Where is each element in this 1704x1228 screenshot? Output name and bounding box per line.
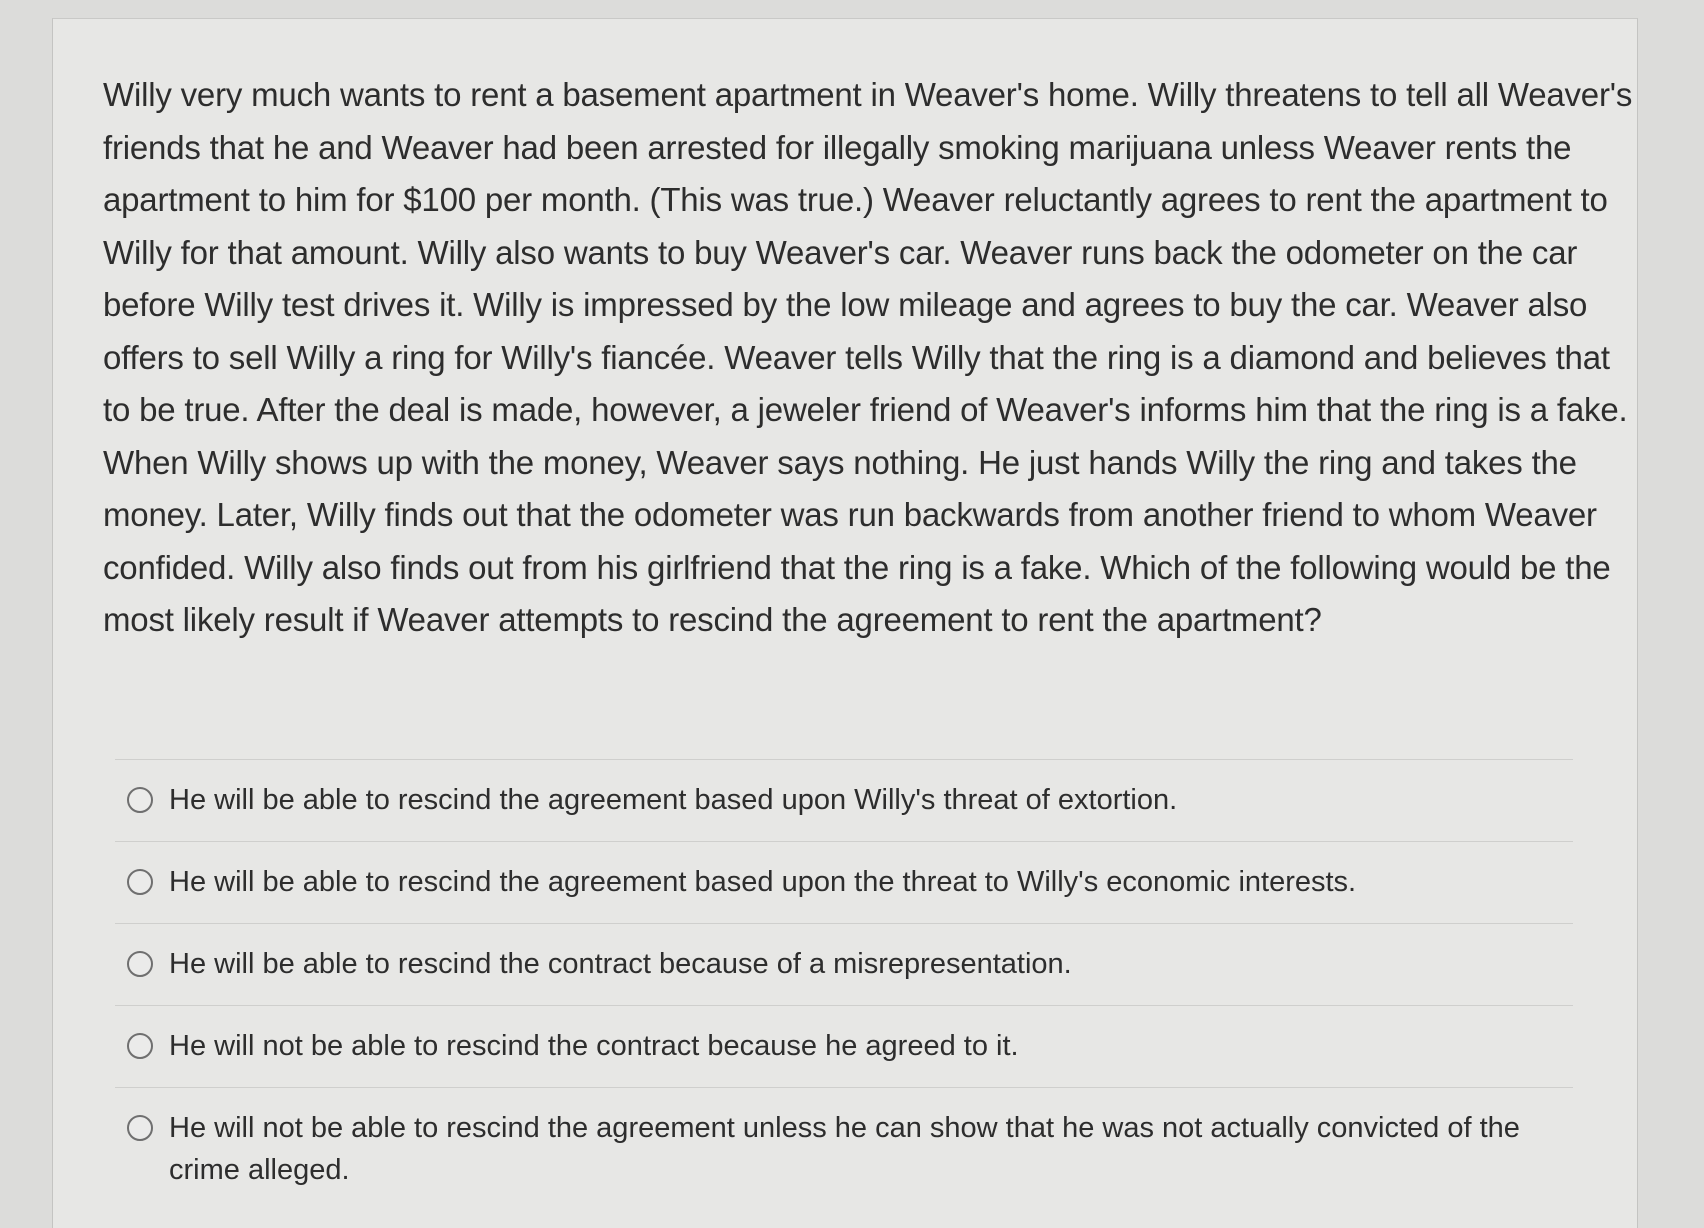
question-text: Willy very much wants to rent a basement apartment in Weaver's home. Willy threatens to tell all Weaver's friends that he and Weaver had been arrested for illegally smoking marijuana unless Weaver rents the apartment to him for $100 per month. (This was true.) Weaver reluctantly agrees to rent the apartment to Willy for that amount. Willy also wants to buy Weaver's car. Weaver runs back the odometer on the car before Willy test drives it. Willy is impressed by the low mileage and agrees to buy the car. Weaver also offers to sell Willy a ring for Willy's fiancée. Weaver tells Willy that the ring is a diamond and believes that to be true. After the deal is made, however, a jeweler friend of Weaver's informs him that the ring is a fake. When Willy shows up with the money, Weaver says nothing. He just hands Willy the ring and takes the money. Later, Willy finds out that the odometer was run backwards from another friend to whom Weaver confided. Willy also finds out from his girlfriend that the ring is a fake. Which of the following would be the most likely result if Weaver attempts to rescind the agreement to rent the apartment?: [103, 76, 1633, 638]
answer-option-e[interactable]: [115, 1088, 1573, 1211]
question-panel: [52, 18, 1638, 1228]
answer-option-a[interactable]: [115, 760, 1573, 842]
radio-button-icon[interactable]: [127, 869, 153, 895]
answer-option-label: He will be able to rescind the contract because of a misrepresentation.: [169, 948, 1072, 980]
answer-options: [115, 759, 1573, 1211]
radio-button-icon[interactable]: [127, 1033, 153, 1059]
answer-option-label: He will not be able to rescind the agreement unless he can show that he was not actually convicted of the crime alleged.: [169, 1112, 1520, 1186]
answer-option-c[interactable]: [115, 924, 1573, 1006]
radio-button-icon[interactable]: [127, 1115, 153, 1141]
radio-button-icon[interactable]: [127, 951, 153, 977]
radio-button-icon[interactable]: [127, 787, 153, 813]
answer-option-d[interactable]: [115, 1006, 1573, 1088]
answer-option-b[interactable]: [115, 842, 1573, 924]
answer-option-label: He will be able to rescind the agreement based upon Willy's threat of extortion.: [169, 784, 1178, 816]
answer-option-label: He will be able to rescind the agreement based upon the threat to Willy's economic interests.: [169, 866, 1357, 898]
answer-option-label: He will not be able to rescind the contract because he agreed to it.: [169, 1030, 1019, 1062]
